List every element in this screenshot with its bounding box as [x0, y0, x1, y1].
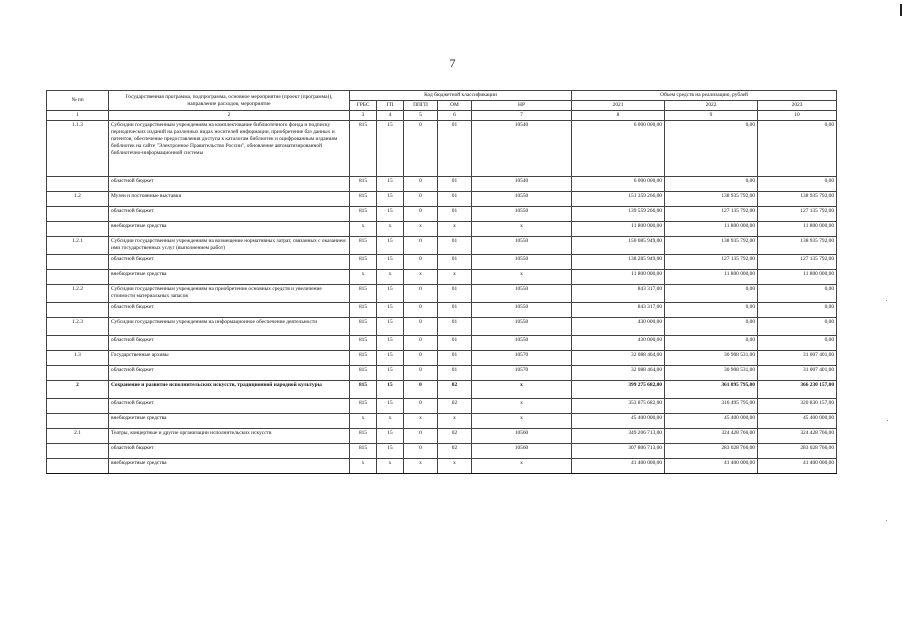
column-number: 10	[758, 111, 837, 121]
cell-2021: 843 317,00	[572, 285, 665, 303]
cell-gp: х	[377, 270, 404, 285]
cell-nr: 10570	[472, 366, 572, 381]
cell-2022: 283 028 766,00	[665, 444, 758, 459]
cell-ppgp: 0	[404, 318, 438, 336]
cell-2022: 45 400 000,00	[665, 414, 758, 429]
cell-num: 1.2.2	[47, 285, 109, 303]
cell-om: 02	[438, 399, 472, 414]
header-year-2021: 2021	[572, 101, 665, 111]
cell-ppgp: 0	[404, 351, 438, 366]
cell-2022: 11 800 000,00	[665, 270, 758, 285]
header-code-gp: ГП	[377, 101, 404, 111]
cell-num: 1.2.1	[47, 237, 109, 255]
cell-2022: 127 135 792,00	[665, 207, 758, 222]
cell-num: 2	[47, 381, 109, 399]
cell-2021: 11 800 000,00	[572, 270, 665, 285]
cell-2023: 0,00	[758, 336, 837, 351]
column-number: 1	[47, 111, 109, 121]
cell-gp: 15	[377, 207, 404, 222]
cell-om: 01	[438, 207, 472, 222]
cell-name: Субсидии государственным учреждениям на комплектование библиотечного фонда и подписку периодических изданий на различных видах носителей информации, приобретение баз данных и патентов, обеспечение предоставления доступа к каталогам библиотек и оцифрованным изданиям библиотек на сайте "Электронное Правительство России", обновление автоматизированной библиотечно-информационной системы	[109, 121, 350, 177]
table-row	[47, 255, 837, 270]
cell-gp: 15	[377, 351, 404, 366]
column-number: 2	[109, 111, 350, 121]
table-row	[47, 366, 837, 381]
cell-2021: 349 206 713,00	[572, 429, 665, 444]
table-row	[47, 237, 837, 255]
cell-ppgp: 0	[404, 399, 438, 414]
cell-ppgp: 0	[404, 366, 438, 381]
cell-2022: 0,00	[665, 121, 758, 177]
cell-2023: 11 800 000,00	[758, 222, 837, 237]
cell-ppgp: 0	[404, 429, 438, 444]
cell-name: Музеи и постоянные выставки	[109, 192, 350, 207]
cell-2021: 430 000,00	[572, 318, 665, 336]
table-row	[47, 121, 837, 177]
cell-2022: 138 935 792,00	[665, 192, 758, 207]
table-row	[47, 459, 837, 474]
scan-edge-mark	[900, 4, 902, 16]
cell-2023: 0,00	[758, 121, 837, 177]
cell-nr: х	[472, 270, 572, 285]
cell-name: Субсидии государственным учреждениям на информационное обеспечение деятельности	[109, 318, 350, 336]
cell-om: 01	[438, 237, 472, 255]
cell-2022: 0,00	[665, 336, 758, 351]
cell-num	[47, 366, 109, 381]
cell-2021: 138 285 949,00	[572, 255, 665, 270]
cell-nr: 10570	[472, 351, 572, 366]
cell-2023: 366 230 157,00	[758, 381, 837, 399]
cell-2022: 30 908 531,00	[665, 366, 758, 381]
header-code-group: Код бюджетной классификации	[350, 91, 572, 101]
cell-gp: 15	[377, 399, 404, 414]
cell-2023: 31 007 401,00	[758, 366, 837, 381]
page-number: 7	[449, 56, 456, 70]
cell-nr: х	[472, 414, 572, 429]
cell-om: х	[438, 270, 472, 285]
cell-2023: 127 135 792,00	[758, 207, 837, 222]
cell-num	[47, 303, 109, 318]
cell-2021: 150 085 949,00	[572, 237, 665, 255]
table-header	[47, 91, 837, 121]
cell-name: областной бюджет	[109, 444, 350, 459]
table-row	[47, 192, 837, 207]
scan-speck	[887, 420, 888, 421]
cell-gp: 15	[377, 381, 404, 399]
cell-ppgp: х	[404, 270, 438, 285]
table-row	[47, 318, 837, 336]
cell-nr: х	[472, 399, 572, 414]
cell-2023: 0,00	[758, 318, 837, 336]
cell-ppgp: 0	[404, 121, 438, 177]
cell-nr: 10550	[472, 255, 572, 270]
cell-name: внебюджетные средства	[109, 459, 350, 474]
header-code-grbs: ГРБС	[350, 101, 377, 111]
cell-num	[47, 336, 109, 351]
column-number: 4	[377, 111, 404, 121]
cell-grbs: х	[350, 414, 377, 429]
cell-nr: х	[472, 459, 572, 474]
cell-num	[47, 399, 109, 414]
cell-gp: 15	[377, 429, 404, 444]
column-number: 9	[665, 111, 758, 121]
cell-name: областной бюджет	[109, 207, 350, 222]
cell-om: 01	[438, 192, 472, 207]
cell-gp: 15	[377, 237, 404, 255]
table-row	[47, 222, 837, 237]
cell-name: внебюджетные средства	[109, 222, 350, 237]
cell-name: внебюджетные средства	[109, 270, 350, 285]
cell-gp: х	[377, 459, 404, 474]
cell-gp: 15	[377, 444, 404, 459]
cell-2021: 430 000,00	[572, 336, 665, 351]
cell-2022: 0,00	[665, 177, 758, 192]
cell-om: 01	[438, 121, 472, 177]
cell-2023: 324 428 766,00	[758, 429, 837, 444]
scan-speck	[886, 300, 887, 301]
cell-2022: 0,00	[665, 303, 758, 318]
cell-2022: 0,00	[665, 318, 758, 336]
cell-nr: 10550	[472, 192, 572, 207]
cell-nr: 10550	[472, 336, 572, 351]
cell-num: 2.1	[47, 429, 109, 444]
cell-num: 1.2.3	[47, 318, 109, 336]
cell-ppgp: 0	[404, 207, 438, 222]
cell-nr: х	[472, 381, 572, 399]
cell-grbs: 815	[350, 444, 377, 459]
cell-gp: х	[377, 222, 404, 237]
table-row	[47, 444, 837, 459]
cell-name: Субсидии государственным учреждениям на возмещение нормативных затрат, связанных с оказанием ими государственных услуг (выполнением работ)	[109, 237, 350, 255]
cell-2021: 6 000 000,00	[572, 121, 665, 177]
cell-2021: 353 875 682,00	[572, 399, 665, 414]
cell-num: 1.3	[47, 351, 109, 366]
cell-om: х	[438, 222, 472, 237]
cell-name: областной бюджет	[109, 366, 350, 381]
cell-grbs: 815	[350, 177, 377, 192]
cell-2023: 127 135 792,00	[758, 255, 837, 270]
table-row	[47, 351, 837, 366]
cell-grbs: 815	[350, 366, 377, 381]
cell-2023: 283 028 766,00	[758, 444, 837, 459]
column-number: 7	[472, 111, 572, 121]
cell-2021: 139 559 266,00	[572, 207, 665, 222]
cell-grbs: х	[350, 459, 377, 474]
cell-2021: 32 088 464,00	[572, 351, 665, 366]
cell-2022: 0,00	[665, 285, 758, 303]
cell-2023: 0,00	[758, 303, 837, 318]
cell-name: областной бюджет	[109, 399, 350, 414]
cell-grbs: 815	[350, 399, 377, 414]
cell-grbs: 815	[350, 121, 377, 177]
cell-grbs: 815	[350, 351, 377, 366]
cell-grbs: 815	[350, 336, 377, 351]
cell-grbs: 815	[350, 207, 377, 222]
cell-num	[47, 177, 109, 192]
cell-num	[47, 270, 109, 285]
scan-speck	[886, 520, 887, 521]
header-code-ppgp: ППГП	[404, 101, 438, 111]
cell-gp: х	[377, 414, 404, 429]
cell-om: 01	[438, 318, 472, 336]
table-body	[47, 121, 837, 474]
cell-2023: 0,00	[758, 285, 837, 303]
cell-num: 1.2	[47, 192, 109, 207]
cell-om: х	[438, 459, 472, 474]
cell-grbs: 815	[350, 255, 377, 270]
cell-num	[47, 222, 109, 237]
column-number: 5	[404, 111, 438, 121]
header-year-2022: 2022	[665, 101, 758, 111]
cell-gp: 15	[377, 121, 404, 177]
cell-2023: 31 007 401,00	[758, 351, 837, 366]
cell-ppgp: 0	[404, 255, 438, 270]
cell-om: 01	[438, 303, 472, 318]
cell-2021: 399 275 682,00	[572, 381, 665, 399]
cell-nr: 10560	[472, 444, 572, 459]
cell-gp: 15	[377, 177, 404, 192]
cell-nr: 10540	[472, 121, 572, 177]
cell-om: 01	[438, 351, 472, 366]
budget-table	[46, 90, 837, 474]
cell-grbs: 815	[350, 381, 377, 399]
cell-num	[47, 459, 109, 474]
cell-name: областной бюджет	[109, 303, 350, 318]
table-row	[47, 429, 837, 444]
cell-name: внебюджетные средства	[109, 414, 350, 429]
cell-num	[47, 414, 109, 429]
cell-grbs: х	[350, 270, 377, 285]
header-year-2023: 2023	[758, 101, 837, 111]
cell-ppgp: х	[404, 222, 438, 237]
table-row	[47, 336, 837, 351]
cell-ppgp: 0	[404, 303, 438, 318]
cell-2023: 45 400 000,00	[758, 414, 837, 429]
cell-om: х	[438, 414, 472, 429]
cell-2023: 41 400 000,00	[758, 459, 837, 474]
cell-2023: 138 935 792,00	[758, 192, 837, 207]
cell-ppgp: 0	[404, 177, 438, 192]
table-row	[47, 381, 837, 399]
cell-om: 02	[438, 381, 472, 399]
cell-ppgp: 0	[404, 285, 438, 303]
cell-2021: 32 088 464,00	[572, 366, 665, 381]
cell-grbs: 815	[350, 318, 377, 336]
cell-om: 01	[438, 285, 472, 303]
column-number: 6	[438, 111, 472, 121]
table-row	[47, 177, 837, 192]
cell-om: 01	[438, 366, 472, 381]
cell-2021: 843 317,00	[572, 303, 665, 318]
table-row	[47, 285, 837, 303]
cell-gp: 15	[377, 285, 404, 303]
cell-grbs: х	[350, 222, 377, 237]
cell-name: Театры, концертные и другие организации исполнительских искусств	[109, 429, 350, 444]
cell-2023: 11 800 000,00	[758, 270, 837, 285]
cell-name: областной бюджет	[109, 177, 350, 192]
header-name: Государственная программа, подпрограмма, основное мероприятие (проект (программа)), направление расходов, мероприятие	[109, 91, 350, 111]
cell-2021: 6 000 000,00	[572, 177, 665, 192]
header-num: № пп	[47, 91, 109, 111]
cell-2021: 151 359 266,00	[572, 192, 665, 207]
cell-2022: 11 800 000,00	[665, 222, 758, 237]
table-row	[47, 414, 837, 429]
cell-ppgp: 0	[404, 444, 438, 459]
cell-2022: 324 428 766,00	[665, 429, 758, 444]
column-number: 3	[350, 111, 377, 121]
header-amount-group: Объем средств на реализацию, рублей	[572, 91, 837, 101]
cell-ppgp: 0	[404, 237, 438, 255]
cell-2021: 45 400 000,00	[572, 414, 665, 429]
table-row	[47, 207, 837, 222]
cell-2022: 127 135 792,00	[665, 255, 758, 270]
cell-2022: 30 908 531,00	[665, 351, 758, 366]
cell-gp: 15	[377, 255, 404, 270]
cell-gp: 15	[377, 366, 404, 381]
header-code-om: ОМ	[438, 101, 472, 111]
cell-grbs: 815	[350, 303, 377, 318]
cell-nr: 10550	[472, 207, 572, 222]
header-code-nr: НР	[472, 101, 572, 111]
cell-num	[47, 444, 109, 459]
cell-2022: 316 495 795,00	[665, 399, 758, 414]
cell-ppgp: 0	[404, 192, 438, 207]
column-number: 8	[572, 111, 665, 121]
cell-ppgp: х	[404, 414, 438, 429]
table-row	[47, 399, 837, 414]
cell-om: 01	[438, 177, 472, 192]
cell-name: областной бюджет	[109, 255, 350, 270]
cell-grbs: 815	[350, 285, 377, 303]
cell-om: 01	[438, 336, 472, 351]
cell-2023: 0,00	[758, 177, 837, 192]
cell-nr: 10540	[472, 177, 572, 192]
cell-2022: 41 400 000,00	[665, 459, 758, 474]
cell-gp: 15	[377, 192, 404, 207]
cell-name: областной бюджет	[109, 336, 350, 351]
cell-om: 01	[438, 255, 472, 270]
cell-om: 02	[438, 429, 472, 444]
cell-num: 1.1.3	[47, 121, 109, 177]
table-row	[47, 303, 837, 318]
cell-gp: 15	[377, 318, 404, 336]
cell-2022: 361 895 795,00	[665, 381, 758, 399]
cell-om: 02	[438, 444, 472, 459]
cell-nr: 10550	[472, 303, 572, 318]
cell-nr: 10560	[472, 429, 572, 444]
cell-2021: 307 806 713,00	[572, 444, 665, 459]
cell-2023: 138 935 792,00	[758, 237, 837, 255]
cell-2023: 320 830 157,00	[758, 399, 837, 414]
cell-gp: 15	[377, 303, 404, 318]
cell-nr: 10550	[472, 318, 572, 336]
cell-nr: 10550	[472, 237, 572, 255]
cell-gp: 15	[377, 336, 404, 351]
cell-name: Сохранение и развитие исполнительских искусств, традиционной народной культуры	[109, 381, 350, 399]
table-row	[47, 270, 837, 285]
cell-ppgp: х	[404, 459, 438, 474]
cell-name: Субсидии государственным учреждениям на приобретение основных средств и увеличение стоимости материальных запасов	[109, 285, 350, 303]
cell-ppgp: 0	[404, 336, 438, 351]
cell-nr: х	[472, 222, 572, 237]
cell-name: Государственные архивы	[109, 351, 350, 366]
cell-grbs: 815	[350, 429, 377, 444]
cell-nr: 10550	[472, 285, 572, 303]
cell-2022: 138 935 792,00	[665, 237, 758, 255]
cell-2021: 41 400 000,00	[572, 459, 665, 474]
cell-num	[47, 207, 109, 222]
cell-grbs: 815	[350, 237, 377, 255]
cell-num	[47, 255, 109, 270]
cell-2021: 11 800 000,00	[572, 222, 665, 237]
cell-grbs: 815	[350, 192, 377, 207]
cell-ppgp: 0	[404, 381, 438, 399]
